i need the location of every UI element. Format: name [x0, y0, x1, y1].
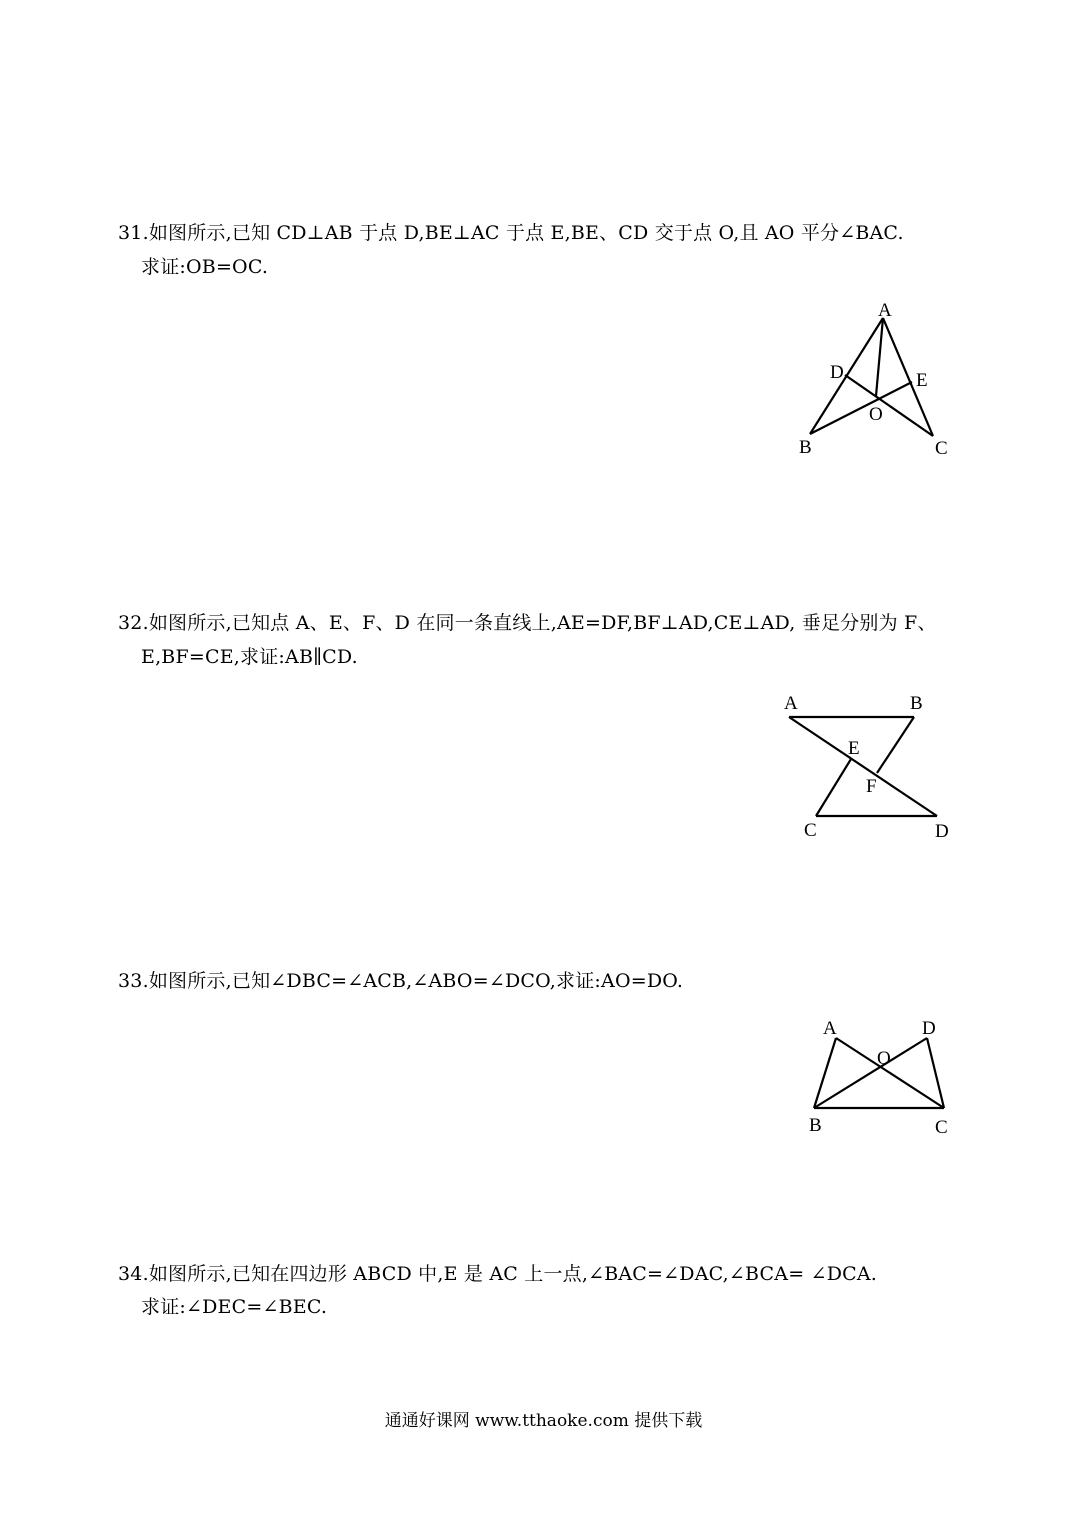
label-A: A: [784, 693, 798, 714]
segment-AO: [876, 318, 883, 396]
label-B: B: [799, 437, 812, 458]
problem-33-number: 33.: [118, 970, 149, 992]
label-O: O: [869, 404, 883, 425]
label-C: C: [935, 1117, 948, 1138]
label-A: A: [823, 1018, 837, 1039]
label-E: E: [916, 370, 928, 391]
figure-32: [775, 690, 955, 850]
problem-32-text: 如图所示,已知点 A、E、F、D 在同一条直线上,AE=DF,BF⊥AD,CE⊥AD, 垂足分别为 F、: [148, 612, 937, 634]
figure-33: [795, 1015, 965, 1145]
problem-31-prove: 求证:OB=OC.: [141, 256, 269, 278]
problem-31-statement: [118, 221, 904, 245]
segment-BF: [877, 717, 914, 773]
problem-34-statement: [118, 1262, 877, 1286]
problem-31-number: 31.: [118, 222, 149, 244]
segment-CE: [816, 759, 851, 816]
label-D: D: [922, 1018, 936, 1039]
problem-34-text: 如图所示,已知在四边形 ABCD 中,E 是 AC 上一点,∠BAC=∠DAC,∠BCA= ∠DCA.: [148, 1263, 878, 1285]
segment-BD: [814, 1038, 927, 1108]
label-D: D: [830, 362, 844, 383]
label-C: C: [935, 438, 948, 459]
problem-33-text: 如图所示,已知∠DBC=∠ACB,∠ABO=∠DCO,求证:AO=DO.: [148, 970, 684, 992]
problem-32-number: 32.: [118, 612, 149, 634]
problem-34-number: 34.: [118, 1263, 149, 1285]
label-O: O: [877, 1048, 891, 1069]
label-C: C: [804, 820, 817, 841]
label-F: F: [866, 776, 877, 797]
footer-credit: 通通好课网 www.tthaoke.com 提供下载: [384, 1411, 703, 1431]
problem-31-text: 如图所示,已知 CD⊥AB 于点 D,BE⊥AC 于点 E,BE、CD 交于点 O,且 AO 平分∠BAC.: [148, 222, 904, 244]
label-E: E: [848, 738, 860, 759]
problem-34-prove: 求证:∠DEC=∠BEC.: [141, 1296, 328, 1318]
label-B: B: [809, 1115, 822, 1136]
label-B: B: [910, 693, 923, 714]
label-A: A: [878, 300, 892, 321]
problem-32-continued: E,BF=CE,求证:AB∥CD.: [141, 646, 358, 668]
label-D: D: [935, 821, 949, 842]
problem-32-statement: [118, 611, 937, 635]
segment-AD: [789, 717, 937, 816]
problem-33-statement: [118, 969, 683, 993]
figure-31: [790, 298, 970, 468]
